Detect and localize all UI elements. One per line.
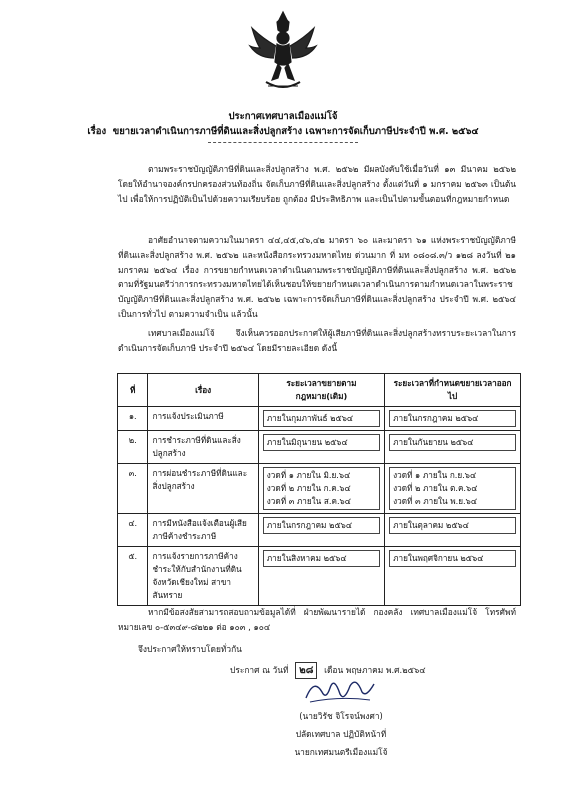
row-subject xyxy=(148,464,258,514)
table-row xyxy=(118,431,521,464)
handwritten-signature xyxy=(300,670,380,710)
announce-day: ๒๘ xyxy=(295,662,317,679)
divider xyxy=(208,142,358,143)
row-old-text xyxy=(263,467,380,510)
row-new xyxy=(385,464,521,514)
row-old-text: ภายในสิงหาคม ๒๕๖๔ xyxy=(263,550,380,567)
row-subject-text: การแจ้งรายการภาษีค้างชำระให้กับสำนักงานที่ดินจังหวัดเชียงใหม่ สาขาสันทราย xyxy=(152,551,242,600)
row-new-text xyxy=(389,467,516,510)
installment-old-2: งวดที่ ๒ ภายใน ก.ค.๖๔ xyxy=(266,483,351,493)
row-subject-text: การแจ้งประเมินภาษี xyxy=(152,411,224,421)
table-row xyxy=(118,464,521,514)
installment-old-3: งวดที่ ๓ ภายใน ส.ค.๖๔ xyxy=(266,496,351,506)
header-old-period: ระยะเวลาขยายตามกฎหมาย(เดิม) xyxy=(258,374,384,407)
row-no: ๕. xyxy=(118,547,148,606)
announce-prefix: ประกาศ ณ วันที่ xyxy=(230,665,289,675)
row-subject xyxy=(148,514,258,547)
row-old-text: ภายในกุมภาพันธ์ ๒๕๖๔ xyxy=(263,410,380,427)
table-row xyxy=(118,407,521,431)
subject-label: เรื่อง xyxy=(87,126,107,137)
installment-new-2: งวดที่ ๒ ภายใน ต.ค.๖๔ xyxy=(393,483,478,493)
paragraph-3: เทศบาลเมืองแม่โจ้ จึงเห็นควรออกประกาศให้ผู้เสียภาษีที่ดินและสิ่งปลูกสร้างทราบระยะเวลาในการดำเนินการจัดเก็บภาษี ประจำปี ๒๕๖๔ โดยมีรายละเอียด ดังนี้ xyxy=(118,328,516,353)
row-subject-text: การชำระภาษีที่ดินและสิ่งปลูกสร้าง xyxy=(152,435,241,458)
row-old-text: ภายในกรกฎาคม ๒๕๖๔ xyxy=(263,517,380,534)
row-no: ๓. xyxy=(118,464,148,514)
row-no: ๒. xyxy=(118,431,148,464)
row-new xyxy=(385,407,521,431)
row-subject xyxy=(148,407,258,431)
row-new xyxy=(385,514,521,547)
announce-suffix: เดือน พฤษภาคม พ.ศ.๒๕๖๔ xyxy=(324,665,426,675)
subject-line xyxy=(0,124,566,139)
row-subject-text: การมีหนังสือแจ้งเตือนผู้เสียภาษีค้างชำระภาษี xyxy=(152,518,247,541)
row-old xyxy=(258,431,384,464)
table-header-row xyxy=(118,374,521,407)
signer-position-1: ปลัดเทศบาล ปฏิบัติหน้าที่ xyxy=(295,729,387,739)
row-subject-text: การผ่อนชำระภาษีที่ดินและสิ่งปลูกสร้าง xyxy=(152,468,248,491)
row-subject xyxy=(148,431,258,464)
row-subject xyxy=(148,547,258,606)
header-subject: เรื่อง xyxy=(148,374,258,407)
signer-position-2: นายกเทศมนตรีเมืองแม่โจ้ xyxy=(294,747,388,757)
schedule-table xyxy=(117,373,521,606)
paragraph-1: ตามพระราชบัญญัติภาษีที่ดินและสิ่งปลูกสร้าง พ.ศ. ๒๕๖๒ มีผลบังคับใช้เมื่อวันที่ ๑๓ มีนาคม ๒๕๖๒ โดยให้อำนาจองค์กรปกครองส่วนท้องถิ่น จัดเก็บภาษีที่ดินและสิ่งปลูกสร้าง ตั้งแต่วันที่ ๑ มกราคม ๒๕๖๓ เป็นต้นไป เพื่อให้การปฏิบัติเป็นไปด้วยความเรียบร้อย ถูกต้อง มีประสิทธิภาพ และเป็นไปตามขั้นตอนที่กฎหมายกำหนด xyxy=(118,164,516,204)
row-new-text: ภายในกรกฎาคม ๒๕๖๔ xyxy=(389,410,516,427)
row-old xyxy=(258,547,384,606)
page-title: ประกาศเทศบาลเมืองแม่โจ้ xyxy=(228,111,338,122)
header-new-period: ระยะเวลาที่กำหนดขยายเวลาออกไป xyxy=(385,374,521,407)
subject-text: ขยายเวลาดำเนินการภาษีที่ดินและสิ่งปลูกสร้าง เฉพาะการจัดเก็บภาษีประจำปี พ.ศ. ๒๕๖๔ xyxy=(112,126,479,137)
row-new-text: ภายในกันยายน ๒๕๖๔ xyxy=(389,434,516,451)
installment-new-1: งวดที่ ๑ ภายใน ก.ย.๖๔ xyxy=(393,470,477,480)
installment-old-1: งวดที่ ๑ ภายใน มิ.ย.๖๔ xyxy=(266,470,351,480)
signer-name: (นายวิรัช จิโรจน์พงศา) xyxy=(299,711,383,721)
table-row xyxy=(118,547,521,606)
row-old xyxy=(258,407,384,431)
installment-new-3: งวดที่ ๓ ภายใน พ.ย.๖๔ xyxy=(393,496,478,506)
row-no: ๑. xyxy=(118,407,148,431)
notice-line: จึงประกาศให้ทราบโดยทั่วกัน xyxy=(138,644,242,654)
header-no: ที่ xyxy=(118,374,148,407)
contact-paragraph: หากมีข้อสงสัยสามารถสอบถามข้อมูลได้ที่ ฝ่ายพัฒนารายได้ กองคลัง เทศบาลเมืองแม่โจ้ โทรศัพท์หมายเลข ๐-๕๓๔๙-๘๒๒๑ ต่อ ๑๐๓ , ๑๐๔ xyxy=(118,607,516,632)
row-old xyxy=(258,514,384,547)
paragraph-2: อาศัยอำนาจตามความในมาตรา ๔๔,๔๕,๔๖,๔๒ มาตรา ๖๐ และมาตรา ๖๑ แห่งพระราชบัญญัติภาษีที่ดินและสิ่งปลูกสร้าง พ.ศ. ๒๕๖๒ และหนังสือกระทรวงมหาดไทย ด่วนมาก ที่ มท ๐๘๐๘.๓/ว ๑๒๘ ลงวันที่ ๒๑ มกราคม ๒๕๖๔ เรื่อง การขยายกำหนดเวลาดำเนินตามพระราชบัญญัติภาษีที่ดินและสิ่งปลูกสร้าง พ.ศ. ๒๕๖๒ ตามที่รัฐมนตรีว่าการกระทรวงมหาดไทยได้เห็นชอบให้ขยายกำหนดเวลาดำเนินการตามกำหนดเวลาในพระราชบัญญัติภาษีที่ดินและสิ่งปลูกสร้าง พ.ศ. ๒๕๖๒ เฉพาะการจัดเก็บภาษีที่ดินและสิ่งปลูกสร้าง ประจำปี พ.ศ. ๒๕๖๔ เป็นการทั่วไป ตามความจำเป็น แล้วนั้น xyxy=(118,235,516,319)
row-old-text: ภายในมิถุนายน ๒๕๖๔ xyxy=(263,434,380,451)
row-new-text: ภายในตุลาคม ๒๕๖๔ xyxy=(389,517,516,534)
row-new-text: ภายในพฤศจิกายน ๒๕๖๔ xyxy=(389,550,516,567)
table-row xyxy=(118,514,521,547)
garuda-emblem-icon xyxy=(248,8,318,94)
row-new xyxy=(385,547,521,606)
row-new xyxy=(385,431,521,464)
row-old xyxy=(258,464,384,514)
row-no: ๔. xyxy=(118,514,148,547)
